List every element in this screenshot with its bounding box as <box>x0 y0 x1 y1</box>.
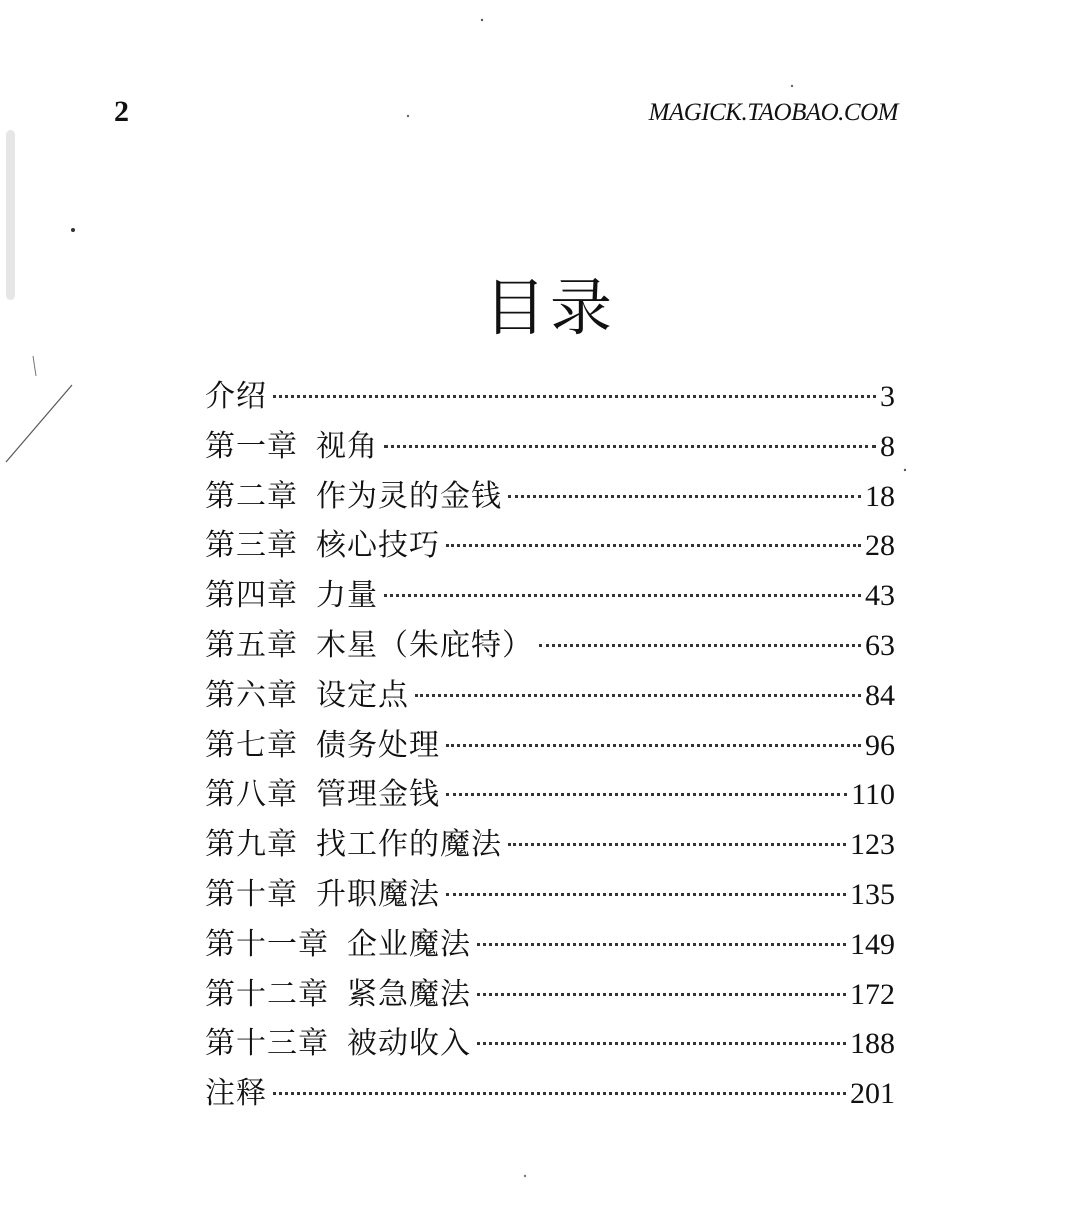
toc-dot-leader <box>539 644 861 647</box>
toc-entry-name: 管理金钱 <box>316 777 440 813</box>
toc-title: 目录 <box>483 271 616 344</box>
toc-entry-introduction[interactable] <box>205 372 895 422</box>
toc-entry-chapter-1[interactable] <box>205 422 895 472</box>
toc-entry-chapter: 第五章 <box>205 627 298 663</box>
toc-list <box>205 372 895 1119</box>
toc-dot-leader <box>273 1092 846 1095</box>
toc-entry-page: 63 <box>865 628 895 662</box>
toc-dot-leader <box>273 395 876 398</box>
toc-dot-leader <box>446 893 846 896</box>
scan-speck <box>904 469 906 471</box>
scan-stroke <box>6 385 72 462</box>
toc-entry-chapter: 第十一章 <box>205 926 329 962</box>
toc-entry-chapter: 第四章 <box>205 578 298 614</box>
toc-entry-chapter-9[interactable] <box>205 820 895 870</box>
toc-entry-chapter: 第十二章 <box>205 976 329 1012</box>
toc-entry-page: 135 <box>850 877 895 911</box>
toc-entry-chapter: 第三章 <box>205 528 298 564</box>
toc-entry-page: 123 <box>850 828 895 862</box>
toc-entry-chapter: 第七章 <box>205 727 298 763</box>
toc-entry-chapter: 第八章 <box>205 777 298 813</box>
toc-entry-chapter-12[interactable] <box>205 970 895 1020</box>
toc-dot-leader <box>446 793 847 796</box>
toc-dot-leader <box>384 445 876 448</box>
toc-entry-page: 110 <box>851 778 895 812</box>
toc-entry-page: 28 <box>865 529 895 563</box>
toc-entry-chapter: 第二章 <box>205 478 298 514</box>
toc-dot-leader <box>384 594 861 597</box>
toc-entry-name: 企业魔法 <box>347 926 471 962</box>
toc-entry-chapter-5[interactable] <box>205 621 895 671</box>
toc-entry-name: 木星（朱庇特） <box>316 627 533 663</box>
toc-entry-name: 债务处理 <box>316 727 440 763</box>
toc-dot-leader <box>446 744 861 747</box>
scan-speck <box>481 19 483 21</box>
toc-entry-page: 96 <box>865 728 895 762</box>
toc-entry-name: 力量 <box>316 578 378 614</box>
scan-speck <box>407 115 409 117</box>
toc-entry-name: 介绍 <box>205 379 267 414</box>
toc-entry-name: 视角 <box>316 428 378 464</box>
toc-entry-chapter-8[interactable] <box>205 770 895 820</box>
toc-entry-page: 3 <box>880 380 895 413</box>
toc-entry-chapter-6[interactable] <box>205 671 895 721</box>
site-header: MAGICK.TAOBAO.COM <box>648 99 898 126</box>
toc-entry-page: 149 <box>850 927 895 961</box>
toc-entry-name: 设定点 <box>316 677 409 713</box>
toc-entry-chapter: 第十三章 <box>205 1026 329 1062</box>
scan-stroke <box>33 356 36 376</box>
toc-entry-chapter-3[interactable] <box>205 521 895 571</box>
toc-entry-chapter-7[interactable] <box>205 721 895 771</box>
toc-entry-page: 201 <box>850 1077 895 1111</box>
toc-entry-chapter: 第一章 <box>205 428 298 464</box>
toc-entry-name: 作为灵的金钱 <box>316 478 502 514</box>
toc-entry-chapter-10[interactable] <box>205 870 895 920</box>
toc-entry-name: 核心技巧 <box>316 528 440 564</box>
toc-entry-name: 升职魔法 <box>316 876 440 912</box>
toc-entry-page: 43 <box>865 579 895 613</box>
toc-entry-chapter: 第九章 <box>205 827 298 863</box>
toc-dot-leader <box>477 993 846 996</box>
toc-entry-chapter-2[interactable] <box>205 472 895 522</box>
toc-dot-leader <box>477 943 846 946</box>
toc-entry-name: 注释 <box>205 1076 267 1112</box>
toc-entry-name: 紧急魔法 <box>347 976 471 1012</box>
toc-entry-name: 被动收入 <box>347 1026 471 1062</box>
toc-entry-chapter: 第六章 <box>205 677 298 713</box>
toc-entry-page: 8 <box>880 429 895 463</box>
scan-speck <box>524 1175 526 1177</box>
toc-dot-leader <box>508 843 846 846</box>
toc-dot-leader <box>508 495 861 498</box>
toc-entry-page: 172 <box>850 977 895 1011</box>
toc-entry-notes[interactable] <box>205 1069 895 1119</box>
scan-speck <box>791 85 793 87</box>
toc-dot-leader <box>446 544 861 547</box>
toc-dot-leader <box>477 1042 846 1045</box>
page-number: 2 <box>114 95 129 128</box>
toc-dot-leader <box>415 694 861 697</box>
toc-entry-chapter-11[interactable] <box>205 920 895 970</box>
toc-entry-name: 找工作的魔法 <box>316 827 502 863</box>
toc-entry-chapter-13[interactable] <box>205 1019 895 1069</box>
toc-entry-page: 18 <box>865 479 895 513</box>
scan-speck <box>71 228 75 232</box>
toc-entry-page: 188 <box>850 1027 895 1061</box>
toc-entry-page: 84 <box>865 678 895 712</box>
toc-entry-chapter-4[interactable] <box>205 571 895 621</box>
toc-entry-chapter: 第十章 <box>205 876 298 912</box>
